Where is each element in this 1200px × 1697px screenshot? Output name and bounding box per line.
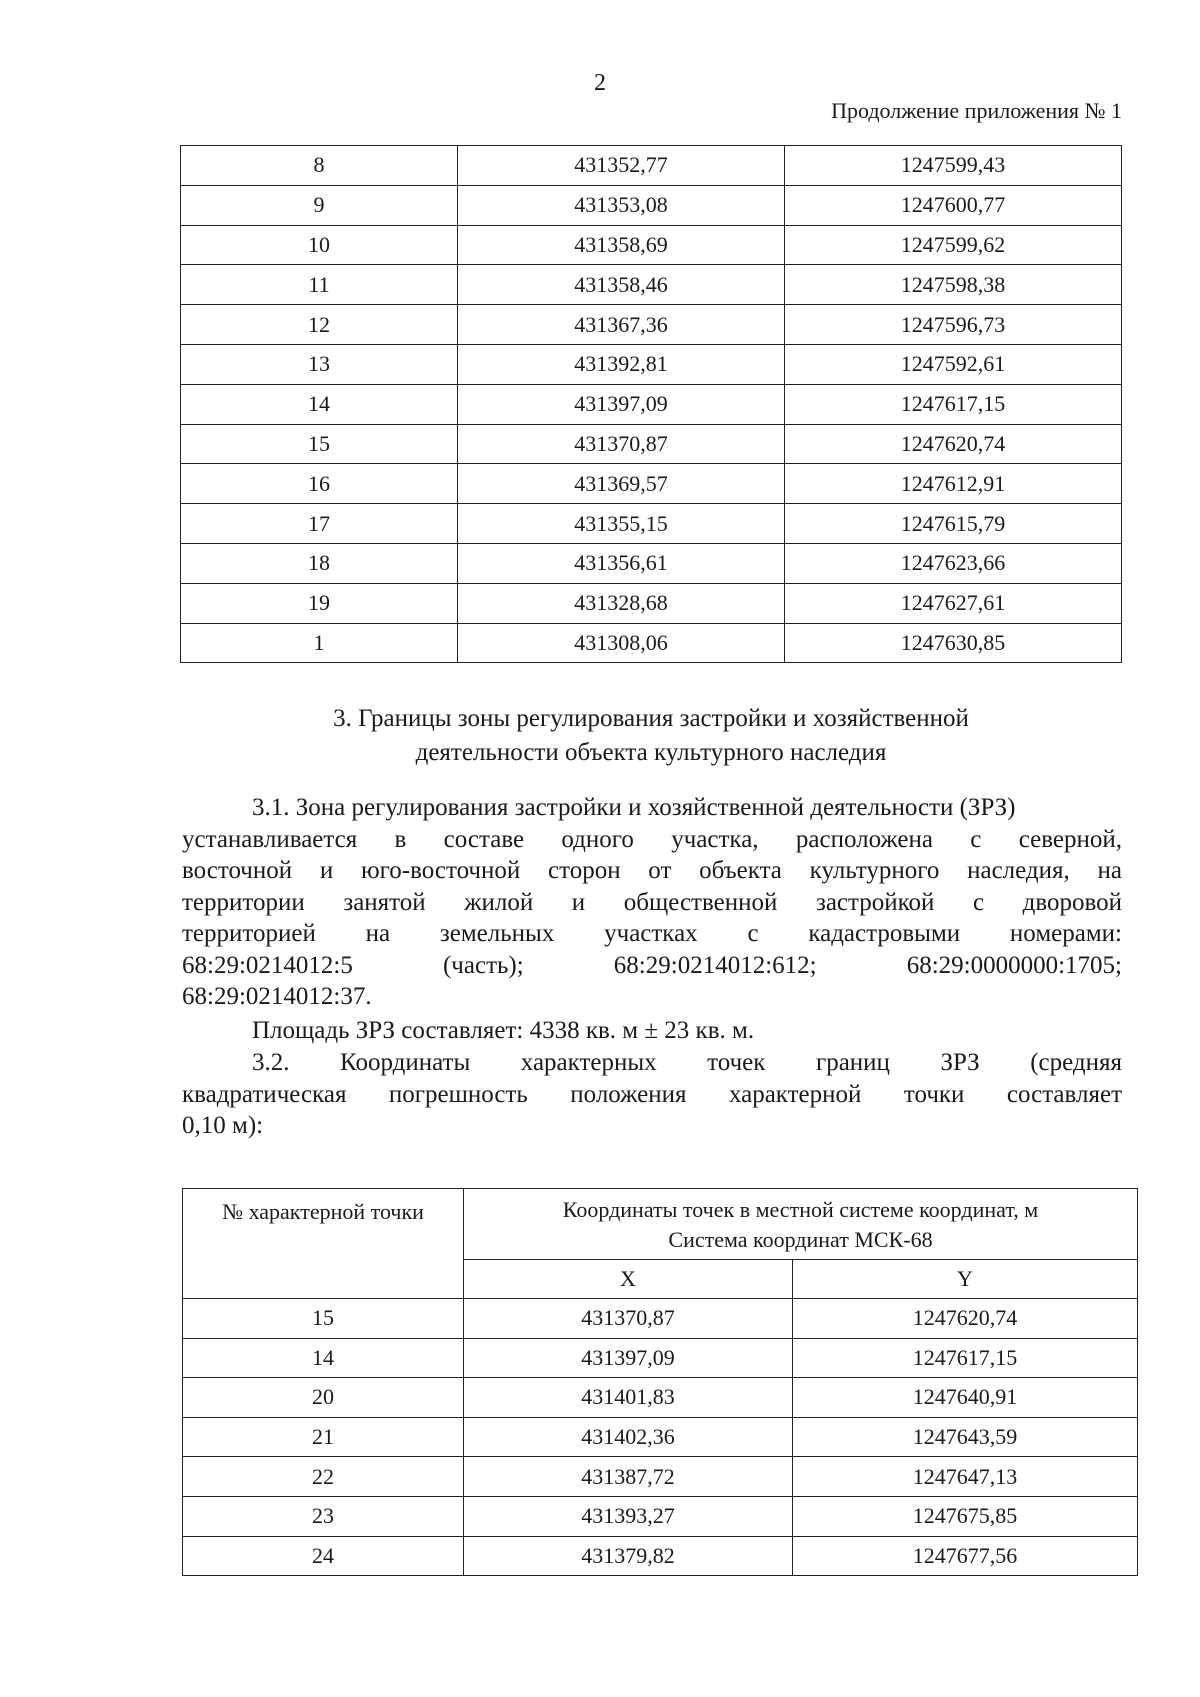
table-row: [181, 424, 1122, 464]
cell-point-number: 20: [183, 1378, 464, 1418]
coordinates-table-1: [180, 145, 1122, 663]
header-coordinates-line: Координаты точек в местной системе координат, м: [562, 1197, 1039, 1222]
table-row: [181, 225, 1122, 265]
page-number: 2: [594, 70, 606, 96]
header-coordinates-line: Система координат МСК-68: [668, 1227, 933, 1252]
paragraph-line: квадратическая погрешность положения характерной точки составляет: [182, 1080, 1122, 1108]
cell-y: 1247598,38: [785, 265, 1122, 305]
table-row: [181, 265, 1122, 305]
paragraph-line: устанавливается в составе одного участка, расположена с северной,: [182, 825, 1122, 853]
paragraph-line: 68:29:0214012:5 (часть); 68:29:0214012:612; 68:29:0000000:1705;: [182, 951, 1122, 979]
cell-point-number: 19: [181, 583, 458, 623]
area-statement: Площадь ЗРЗ составляет: 4338 кв. м ± 23 кв. м.: [252, 1017, 755, 1044]
cell-point-number: 14: [181, 384, 458, 424]
table-row: [181, 583, 1122, 623]
cell-point-number: 11: [181, 265, 458, 305]
cell-x: 431358,69: [458, 225, 785, 265]
table-row: [183, 1457, 1138, 1497]
cell-x: 431370,87: [458, 424, 785, 464]
cell-point-number: 18: [181, 543, 458, 583]
paragraph-line: территорией на земельных участках с кадастровыми номерами:: [182, 920, 1122, 947]
cell-y: 1247623,66: [785, 543, 1122, 583]
cell-x: 431401,83: [464, 1378, 793, 1418]
cell-x: 431356,61: [458, 543, 785, 583]
cell-y: 1247620,74: [793, 1299, 1138, 1339]
cell-x: 431367,36: [458, 305, 785, 345]
cell-y: 1247630,85: [785, 623, 1122, 663]
paragraph-3-2: [182, 1047, 1122, 1142]
cell-x: 431393,27: [464, 1496, 793, 1536]
table-row: [183, 1299, 1138, 1339]
coordinates-table-2: [182, 1188, 1138, 1576]
cell-y: 1247599,62: [785, 225, 1122, 265]
cell-point-number: 9: [181, 185, 458, 225]
cell-point-number: 8: [181, 146, 458, 186]
table-row: [181, 305, 1122, 345]
cell-x: 431358,46: [458, 265, 785, 305]
cell-y: 1247617,15: [793, 1338, 1138, 1378]
table-row: [181, 623, 1122, 663]
continuation-label: Продолжение приложения № 1: [831, 98, 1122, 123]
cell-x: 431328,68: [458, 583, 785, 623]
table-row: [181, 543, 1122, 583]
table-row: [183, 1417, 1138, 1457]
table-row: [183, 1536, 1138, 1576]
cell-x: 431352,77: [458, 146, 785, 186]
header-row: [183, 1189, 1138, 1260]
paragraph-line: 68:29:0214012:37.: [182, 983, 372, 1010]
cell-y: 1247620,74: [785, 424, 1122, 464]
cell-point-number: 17: [181, 504, 458, 544]
table-row: [181, 146, 1122, 186]
cell-y: 1247600,77: [785, 185, 1122, 225]
cell-y: 1247647,13: [793, 1457, 1138, 1497]
cell-y: 1247677,56: [793, 1536, 1138, 1576]
cell-y: 1247596,73: [785, 305, 1122, 345]
cell-point-number: 15: [183, 1299, 464, 1339]
cell-x: 431402,36: [464, 1417, 793, 1457]
cell-point-number: 10: [181, 225, 458, 265]
cell-y: 1247612,91: [785, 464, 1122, 504]
cell-x: 431397,09: [464, 1338, 793, 1378]
cell-y: 1247643,59: [793, 1417, 1138, 1457]
cell-point-number: 23: [183, 1496, 464, 1536]
header-point-number: № характерной точки: [183, 1189, 464, 1299]
cell-x: 431355,15: [458, 504, 785, 544]
coordinates-table-2-header: [183, 1189, 1138, 1299]
cell-y: 1247675,85: [793, 1496, 1138, 1536]
header-y: Y: [793, 1260, 1138, 1299]
table-row: [181, 185, 1122, 225]
cell-point-number: 24: [183, 1536, 464, 1576]
cell-point-number: 15: [181, 424, 458, 464]
coordinates-table-2-body: [183, 1299, 1138, 1576]
cell-point-number: 14: [183, 1338, 464, 1378]
cell-x: 431370,87: [464, 1299, 793, 1339]
paragraph-3-1: [182, 792, 1122, 1013]
cell-point-number: 21: [183, 1417, 464, 1457]
header-coordinates: [464, 1189, 1138, 1260]
header-x: X: [464, 1260, 793, 1299]
section-3-heading-line: 3. Границы зоны регулирования застройки и хозяйственной: [333, 705, 969, 732]
table-row: [181, 464, 1122, 504]
cell-point-number: 13: [181, 344, 458, 384]
cell-y: 1247627,61: [785, 583, 1122, 623]
paragraph-line: 3.2. Координаты характерных точек границ ЗРЗ (средняя: [252, 1049, 1122, 1076]
cell-x: 431387,72: [464, 1457, 793, 1497]
cell-x: 431353,08: [458, 185, 785, 225]
table-row: [181, 384, 1122, 424]
cell-x: 431369,57: [458, 464, 785, 504]
coordinates-table-1-body: [181, 146, 1122, 663]
cell-x: 431379,82: [464, 1536, 793, 1576]
cell-y: 1247592,61: [785, 344, 1122, 384]
cell-y: 1247599,43: [785, 146, 1122, 186]
paragraph-line: территории занятой жилой и общественной застройкой с дворовой: [182, 888, 1122, 916]
cell-y: 1247615,79: [785, 504, 1122, 544]
cell-x: 431308,06: [458, 623, 785, 663]
cell-y: 1247617,15: [785, 384, 1122, 424]
paragraph-line: 3.1. Зона регулирования застройки и хозяйственной деятельности (ЗРЗ): [252, 794, 1016, 821]
cell-point-number: 16: [181, 464, 458, 504]
table-row: [181, 344, 1122, 384]
cell-y: 1247640,91: [793, 1378, 1138, 1418]
table-row: [183, 1378, 1138, 1418]
table-row: [183, 1496, 1138, 1536]
cell-point-number: 1: [181, 623, 458, 663]
cell-x: 431392,81: [458, 344, 785, 384]
cell-point-number: 22: [183, 1457, 464, 1497]
table-row: [181, 504, 1122, 544]
table-row: [183, 1338, 1138, 1378]
paragraph-line: 0,10 м):: [182, 1112, 264, 1139]
paragraph-line: восточной и юго-восточной сторон от объекта культурного наследия, на: [182, 857, 1122, 884]
cell-x: 431397,09: [458, 384, 785, 424]
cell-point-number: 12: [181, 305, 458, 345]
section-3-heading-line: деятельности объекта культурного наследия: [415, 739, 887, 766]
section-3-heading: [180, 702, 1122, 770]
